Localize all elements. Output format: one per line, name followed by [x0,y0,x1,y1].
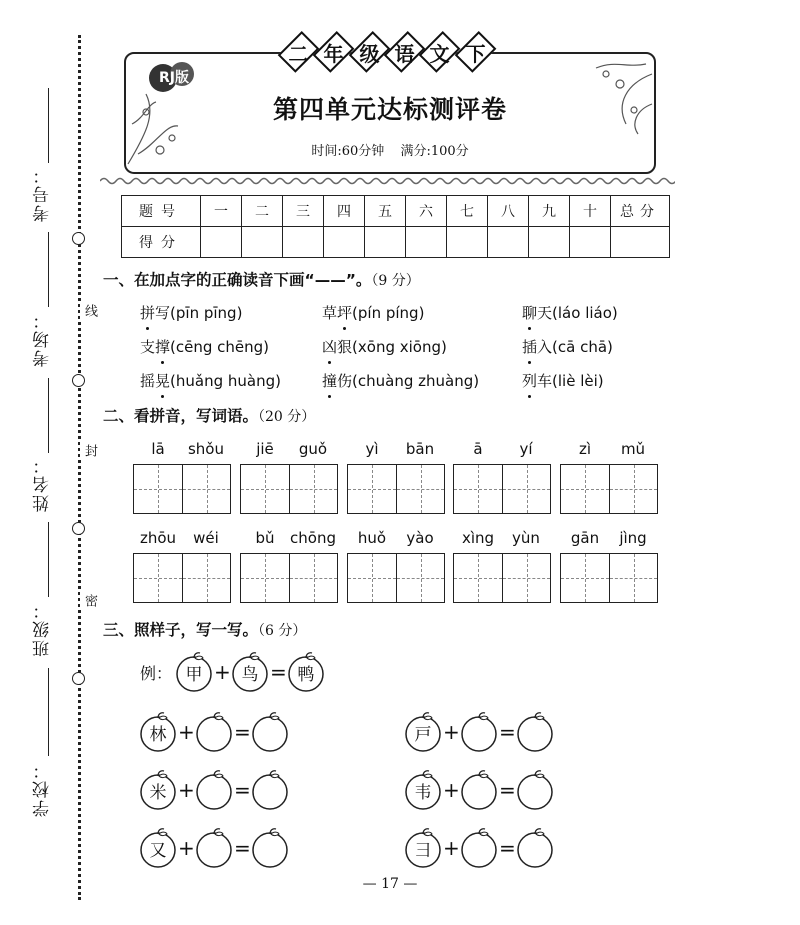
writing-cell[interactable] [348,465,396,513]
full-score: 满分:100分 [400,144,469,159]
example-label: 例： [140,663,173,683]
emphasis-dot [528,361,531,364]
writing-cell[interactable] [454,554,502,602]
exam-info [240,140,540,159]
score-cell[interactable] [406,227,447,258]
emphasis-dot [528,395,531,398]
apple-icon [138,712,178,752]
school-blank[interactable] [48,668,49,756]
equals-sign: = [234,836,251,860]
page-number: — 17 — [362,876,418,892]
pinyin-options: (láo liáo) [552,304,618,322]
banner-char: 二 [278,31,320,73]
writing-cell[interactable] [561,554,609,602]
apple-icon[interactable] [194,712,234,752]
plus-sign: + [443,836,460,860]
pronunciation-item[interactable] [140,302,242,323]
pinyin-label: gān [570,529,600,547]
pinyin-label: lā [151,440,165,458]
pinyin-label: bǔ [255,529,275,547]
exam-room-blank[interactable] [48,232,49,307]
emphasis-dot [161,395,164,398]
plus-sign: + [214,660,231,684]
writing-cell[interactable] [289,465,337,513]
binding-hole [72,522,85,535]
word-char: 摇 [140,372,156,390]
word-char: 车 [537,372,553,390]
writing-grid [453,464,551,514]
writing-grid [560,464,658,514]
apple-icon[interactable] [194,828,234,868]
writing-cell[interactable] [396,554,444,602]
apple-char: 戸 [414,725,432,745]
pinyin-label: chōng [290,529,336,547]
equals-sign: = [499,778,516,802]
grade-banner [283,32,491,72]
table-row [122,227,670,258]
banner-char: 级 [348,31,390,73]
pinyin-label: yí [519,440,533,458]
apple-char: 米 [149,783,167,803]
writing-grid [133,464,231,514]
apple-char: 甲 [185,665,203,685]
dotted-char: 凶 [322,336,337,357]
column-header: 六 [406,196,447,227]
pinyin-label: ā [473,440,483,458]
plus-sign: + [443,778,460,802]
equals-sign: = [499,720,516,744]
apple-icon [138,828,178,868]
table-row [122,196,670,227]
apple-char: 鸭 [297,665,315,685]
dotted-char: 聊 [522,302,537,323]
writing-cell[interactable] [561,465,609,513]
apple-icon[interactable] [250,828,290,868]
score-cell[interactable] [488,227,529,258]
writing-grid [453,553,551,603]
apple-icon[interactable] [194,770,234,810]
pinyin-label: bān [405,440,435,458]
writing-grid [240,464,338,514]
apple-icon [403,828,443,868]
writing-grid [347,464,445,514]
pronunciation-item[interactable] [322,336,447,357]
writing-cell[interactable] [241,554,289,602]
pinyin-label: guǒ [298,440,328,458]
writing-cell[interactable] [396,465,444,513]
score-cell[interactable] [283,227,324,258]
dotted-char: 拼 [140,302,155,323]
pinyin-label: huǒ [357,529,387,547]
score-cell[interactable] [529,227,570,258]
dotted-char: 插 [522,336,537,357]
wavy-divider [100,176,675,186]
exam-room-label: 考场： [33,310,53,367]
writing-grid [133,553,231,603]
exam-number-blank[interactable] [48,88,49,163]
emphasis-dot [328,361,331,364]
writing-cell[interactable] [502,465,550,513]
cut-line [78,35,81,900]
writing-grid [347,553,445,603]
writing-grid [560,553,658,603]
section3-points: （6 分） [258,623,307,639]
example-equation [140,650,326,694]
writing-cell[interactable] [134,554,182,602]
column-header: 十 [570,196,611,227]
pinyin-label: yùn [512,529,540,547]
equals-sign: = [234,720,251,744]
word-char: 支 [140,338,156,356]
pinyin-label: yì [365,440,379,458]
word-char: 伤 [337,372,353,390]
writing-cell[interactable] [454,465,502,513]
name-label: 姓名： [33,455,53,512]
writing-cell[interactable] [182,554,230,602]
total-score-cell[interactable] [611,227,670,258]
apple-char: 林 [149,725,167,745]
pinyin-label: mǔ [620,440,646,458]
apple-icon [138,770,178,810]
emphasis-dot [146,327,149,330]
pinyin-options: (xōng xiōng) [352,338,447,356]
dotted-char: 列 [522,370,537,391]
exercise-equation [403,768,555,812]
pinyin-options: (cēng chēng) [170,338,270,356]
pinyin-label: shǒu [187,440,224,458]
apple-icon [403,770,443,810]
pinyin-label: jiē [256,440,274,458]
column-header: 七 [447,196,488,227]
word-char: 天 [537,304,553,322]
banner-char: 语 [384,31,426,73]
dotted-char: 撞 [322,370,337,391]
pinyin-label: xìng [461,529,495,547]
pinyin-label: zì [578,440,592,458]
writing-grid [240,553,338,603]
pinyin-options: (chuàng zhuàng) [352,372,480,390]
section3-title: 三、照样子，写一写。（6 分） [103,621,307,639]
column-header: 八 [488,196,529,227]
section2-title: 二、看拼音，写词语。（20 分） [103,407,316,425]
apple-icon[interactable] [459,770,499,810]
name-blank[interactable] [48,378,49,453]
plus-sign: + [178,720,195,744]
apple-icon[interactable] [250,770,290,810]
emphasis-dot [328,395,331,398]
pronunciation-item[interactable] [140,336,269,357]
class-label: 班级： [33,600,53,657]
writing-cell[interactable] [289,554,337,602]
equals-sign: = [499,836,516,860]
school-label: 学校： [33,760,53,817]
equals-sign: = [234,778,251,802]
binding-hole [72,374,85,387]
pinyin-label: jìng [619,529,647,547]
apple-icon [174,652,214,692]
exam-number-label: 考号： [33,165,53,222]
emphasis-dot [343,327,346,330]
word-char: 入 [537,338,553,356]
column-header: 三 [283,196,324,227]
exercise-equation [138,826,290,870]
pinyin-label: yào [406,529,434,547]
banner-char: 年 [313,31,355,73]
exercise-equation [138,710,290,754]
pronunciation-item[interactable] [322,370,479,391]
section1-points: （9 分） [371,273,420,289]
section1-title: 一、在加点字的正确读音下画“——”。（9 分） [103,271,420,289]
writing-cell[interactable] [182,465,230,513]
banner-char: 文 [419,31,461,73]
apple-char: 鸟 [241,665,259,685]
edition-badge: RJ版 [148,56,198,96]
binding-hole [72,232,85,245]
column-header: 五 [365,196,406,227]
emphasis-dot [528,327,531,330]
word-char: 狠 [337,338,353,356]
score-row-label: 得分 [122,227,201,258]
plus-sign: + [443,720,460,744]
total-header: 总分 [611,196,670,227]
score-cell[interactable] [242,227,283,258]
plus-sign: + [178,836,195,860]
column-header: 九 [529,196,570,227]
plus-sign: + [178,778,195,802]
time-limit: 时间:60分钟 [311,144,385,159]
writing-cell[interactable] [609,465,657,513]
writing-cell[interactable] [348,554,396,602]
score-cell[interactable] [570,227,611,258]
dotted-char: 晃 [155,370,170,391]
pinyin-options: (cā chā) [552,338,613,356]
column-header: 一 [201,196,242,227]
banner-char: 下 [454,31,496,73]
pronunciation-item[interactable] [140,370,281,391]
pronunciation-item[interactable] [522,370,604,391]
seal-char-xian: 线 [82,304,97,317]
equals-sign: = [270,660,287,684]
dotted-char: 坪 [337,302,352,323]
pronunciation-item[interactable] [322,302,424,323]
apple-icon[interactable] [250,712,290,752]
section2-points: （20 分） [258,409,316,425]
exercise-equation [403,710,555,754]
pronunciation-item[interactable] [522,336,613,357]
seal-char-mi: 密 [82,594,97,607]
writing-cell[interactable] [241,465,289,513]
writing-cell[interactable] [134,465,182,513]
binding-hole [72,672,85,685]
word-char: 草 [322,304,338,322]
score-table [121,195,670,258]
class-blank[interactable] [48,522,49,597]
binding-margin [0,0,100,925]
exercise-equation [138,768,290,812]
pinyin-options: (huǎng huàng) [170,372,281,390]
apple-icon[interactable] [515,770,555,810]
apple-char: 韦 [414,783,432,803]
word-char: 写 [155,304,171,322]
pronunciation-item[interactable] [522,302,618,323]
apple-char: 又 [149,841,167,861]
writing-cell[interactable] [609,554,657,602]
apple-icon [230,652,270,692]
score-cell[interactable] [447,227,488,258]
score-cell[interactable] [365,227,406,258]
pinyin-options: (pīn pīng) [170,304,243,322]
apple-icon[interactable] [515,712,555,752]
pinyin-options: (pín píng) [352,304,425,322]
score-cell[interactable] [324,227,365,258]
pinyin-label: wéi [193,529,219,547]
exercise-equation [403,826,555,870]
column-header: 四 [324,196,365,227]
pinyin-options: (liè lèi) [552,372,604,390]
pinyin-label: zhōu [139,529,177,547]
apple-icon [286,652,326,692]
score-cell[interactable] [201,227,242,258]
column-header: 二 [242,196,283,227]
dotted-char: 撑 [155,336,170,357]
writing-cell[interactable] [502,554,550,602]
apple-icon [403,712,443,752]
apple-char: 彐 [414,841,432,861]
apple-icon[interactable] [459,828,499,868]
apple-icon[interactable] [459,712,499,752]
apple-icon[interactable] [515,828,555,868]
exam-title: 第四单元达标测评卷 [272,95,507,124]
seal-char-feng: 封 [82,444,97,457]
question-number-header: 题号 [122,196,201,227]
emphasis-dot [161,361,164,364]
